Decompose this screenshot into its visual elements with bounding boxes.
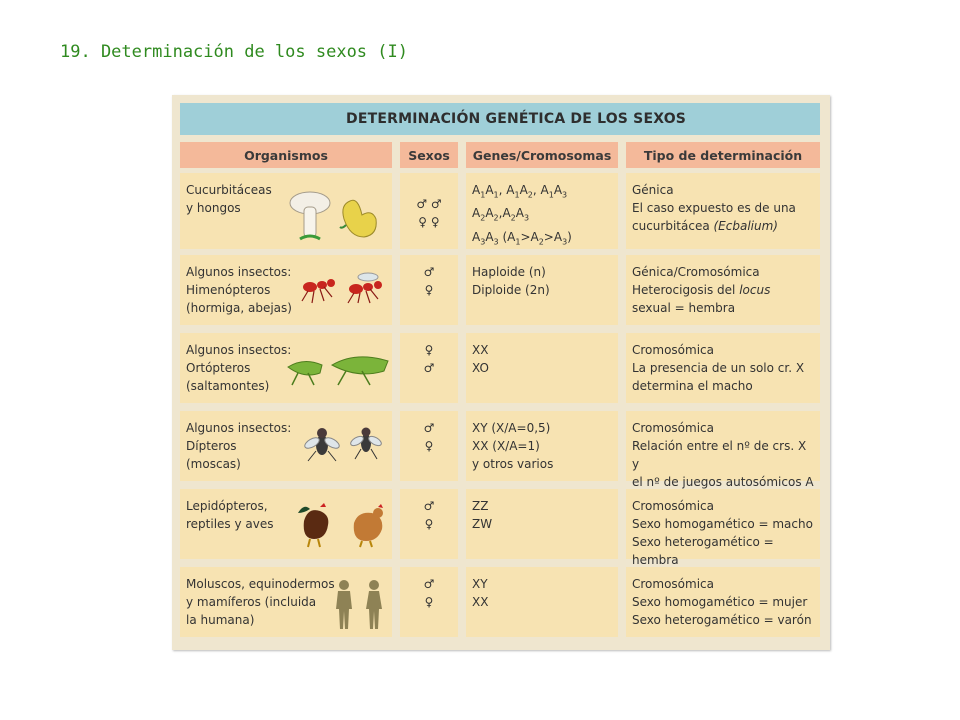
ants-illustration: [298, 267, 390, 307]
table-row: [180, 489, 820, 567]
type-line: el nº de juegos autosómicos A: [632, 475, 814, 489]
organism-cell: [180, 489, 392, 559]
genes-cell: $A_1A_1$, $A_1A_2$, $A_1A_3$ $A_2A_2,A_2A_3$ $A_3A_3$ $(A_1>A_2>A_3)$: [466, 173, 618, 249]
organism-line: y hongos: [186, 201, 241, 215]
organism-line: Cucurbitáceas: [186, 183, 272, 197]
type-line: Sexo homogamético = macho: [632, 517, 813, 531]
sex-symbols: ♀: [424, 283, 434, 297]
type-cell: [626, 173, 820, 249]
type-line: determina el macho: [632, 379, 753, 393]
table-row: [180, 567, 820, 637]
table-row: [180, 411, 820, 489]
organism-line: reptiles y aves: [186, 517, 274, 531]
table-row: [180, 333, 820, 403]
sex-symbols: ♂: [423, 499, 435, 513]
sexes-cell: [400, 567, 458, 637]
genes-line: XY (X/A=0,5): [472, 421, 551, 435]
sexes-cell: [400, 489, 458, 559]
organism-line: Moluscos, equinodermos: [186, 577, 335, 591]
type-line: El caso expuesto es de una: [632, 201, 796, 215]
genes-line: XO: [472, 361, 489, 375]
sex-symbols: ♀: [424, 595, 434, 609]
genes-line: XX: [472, 343, 489, 357]
organism-line: y mamíferos (incluida: [186, 595, 317, 609]
genes-cell: [466, 567, 618, 637]
sex-symbols: ♀: [424, 439, 434, 453]
header-type: Tipo de determinación: [626, 142, 820, 168]
rooster-hen-illustration: [296, 499, 392, 549]
type-line: sexual = hembra: [632, 301, 736, 315]
type-line: Heterocigosis del locus: [632, 283, 771, 297]
sex-symbols: ♂: [423, 265, 435, 279]
sexes-cell: [400, 411, 458, 481]
organism-line: Lepidópteros,: [186, 499, 268, 513]
genes-cell: [466, 489, 618, 559]
genes-line: y otros varios: [472, 457, 554, 471]
sex-symbols: ♂: [423, 361, 435, 375]
genes-line: Haploide (n): [472, 265, 546, 279]
type-cell: [626, 333, 820, 403]
sexes-cell: [400, 333, 458, 403]
type-line: Sexo heterogamético = hembra: [632, 535, 774, 567]
table-row: [180, 173, 820, 249]
type-line: Génica/Cromosómica: [632, 265, 760, 279]
organism-cell: [180, 333, 392, 403]
sex-symbols: ♂ ♂: [416, 197, 442, 211]
genes-cell: [466, 255, 618, 325]
flies-illustration: [304, 421, 390, 465]
sex-symbols: ♀: [424, 343, 434, 357]
sex-symbols: ♀ ♀: [418, 215, 440, 229]
page-title: 19. Determinación de los sexos (I): [60, 42, 408, 62]
genes-line: XX (X/A=1): [472, 439, 540, 453]
type-line: Cromosómica: [632, 421, 714, 435]
type-cell: [626, 489, 820, 567]
type-line: Sexo homogamético = mujer: [632, 595, 808, 609]
genes-line: XY: [472, 577, 488, 591]
humans-illustration: [330, 577, 390, 631]
sex-symbols: ♀: [424, 517, 434, 531]
organism-cell: [180, 411, 392, 481]
organism-cell: [180, 255, 392, 325]
grasshoppers-illustration: [284, 349, 392, 389]
table-row: [180, 255, 820, 325]
type-line: Cromosómica: [632, 343, 714, 357]
organism-line: Ortópteros: [186, 361, 251, 375]
sexes-cell: [400, 173, 458, 249]
organism-line: (hormiga, abejas): [186, 301, 292, 315]
sexes-cell: [400, 255, 458, 325]
type-line: Cromosómica: [632, 577, 714, 591]
organism-line: Algunos insectos:: [186, 265, 292, 279]
organism-cell: [180, 173, 392, 249]
type-cell: [626, 411, 820, 489]
type-line: Cromosómica: [632, 499, 714, 513]
organism-line: Algunos insectos:: [186, 421, 292, 435]
genes-line: ZW: [472, 517, 493, 531]
genes-line: ZZ: [472, 499, 489, 513]
type-line: Sexo heterogamético = varón: [632, 613, 812, 627]
header-organisms: Organismos: [180, 142, 392, 168]
type-line: La presencia de un solo cr. X: [632, 361, 805, 375]
type-line: cucurbitácea (Ecbalium): [632, 219, 778, 233]
table-title: DETERMINACIÓN GENÉTICA DE LOS SEXOS: [180, 103, 820, 135]
organism-line: Algunos insectos:: [186, 343, 292, 357]
type-line: Relación entre el nº de crs. X y: [632, 439, 807, 471]
genes-cell: [466, 411, 618, 481]
organism-line: (moscas): [186, 457, 241, 471]
organism-line: Himenópteros: [186, 283, 271, 297]
organism-cell: [180, 567, 392, 637]
type-line: Génica: [632, 183, 674, 197]
genes-cell: [466, 333, 618, 403]
sex-symbols: ♂: [423, 577, 435, 591]
genes-line: Diploide (2n): [472, 283, 550, 297]
sex-determination-table: [172, 95, 830, 650]
organism-line: la humana): [186, 613, 255, 627]
organism-line: Dípteros: [186, 439, 237, 453]
sex-symbols: ♂: [423, 421, 435, 435]
type-cell: [626, 255, 820, 325]
header-genes: Genes/Cromosomas: [466, 142, 618, 168]
type-cell: [626, 567, 820, 637]
genes-line: XX: [472, 595, 489, 609]
organism-line: (saltamontes): [186, 379, 270, 393]
mushroom-gourd-illustration: [288, 183, 388, 243]
header-sexes: Sexos: [400, 142, 458, 168]
